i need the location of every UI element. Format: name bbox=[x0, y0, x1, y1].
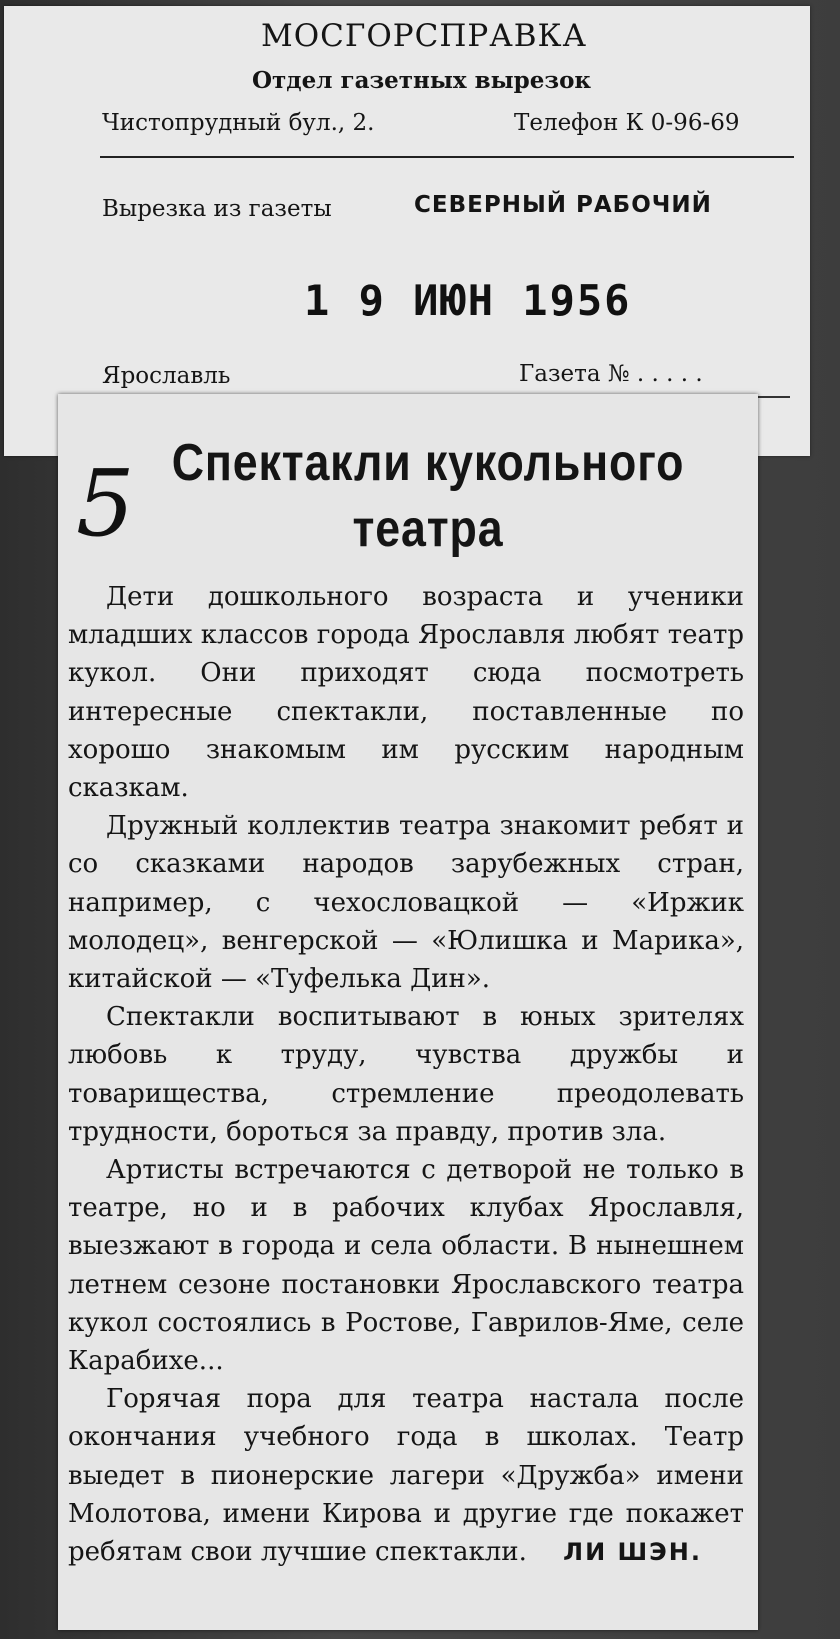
clipping-service-header bbox=[4, 6, 810, 456]
city-label: Ярославль bbox=[102, 363, 231, 389]
clip-source-label: Вырезка из газеты bbox=[102, 196, 332, 222]
article-paragraph: Дружный коллектив театра знакомит ребят и со сказками народов зарубежных стран, например, с чехословацкой — «Иржик молодец», венгерской — «Юлишка и Марика», китайской — «Туфелька Дин». bbox=[68, 811, 744, 995]
date-stamp: 1 9 ИЮН 1956 bbox=[304, 276, 632, 325]
last-paragraph-row bbox=[68, 1380, 744, 1571]
article-paragraph: Спектакли воспитывают в юных зрителях любовь к труду, чувства дружбы и товарищества, стремление преодолевать трудности, бороться за правду, против зла. bbox=[68, 1002, 744, 1147]
agency-address: Чистопрудный бул., 2. bbox=[102, 110, 375, 136]
agency-name: МОСГОРСПРАВКА bbox=[260, 18, 587, 54]
issue-number-label: Газета № . . . . . bbox=[519, 361, 703, 387]
header-divider bbox=[100, 156, 794, 158]
author-byline: ЛИ ШЭН. bbox=[563, 1538, 702, 1567]
agency-phone: Телефон К 0-96-69 bbox=[514, 110, 740, 136]
department-name: Отдел газетных вырезок bbox=[252, 67, 592, 94]
newspaper-name: СЕВЕРНЫЙ РАБОЧИЙ bbox=[414, 192, 712, 218]
article-headline: Спектакли кукольного театра bbox=[171, 434, 685, 558]
newspaper-clipping bbox=[58, 394, 758, 1630]
article-body bbox=[68, 578, 744, 1571]
article-paragraph: Горячая пора для театра настала после окончания учебного года в школах. Театр выедет в пионерские лагери «Дружба» имени Молотова, имени Кирова и другие где покажет ребятам свои лучшие спектакли. bbox=[68, 1384, 744, 1568]
handwritten-number: 5 bbox=[76, 450, 135, 557]
article-paragraph: Дети дошкольного возраста и ученики младших классов города Ярославля любят театр кукол. Они приходят сюда посмотреть интересные спектакли, поставленные по хорошо знакомым им русским народным сказкам. bbox=[68, 582, 744, 804]
article-paragraph: Артисты встречаются с детворой не только в театре, но и в рабочих клубах Ярославля, выезжают в города и села области. В нынешнем летнем сезоне постановки Ярославского театра кукол состоялись в Ростове, Гаврилов-Яме, селе Карабихе... bbox=[68, 1155, 744, 1377]
